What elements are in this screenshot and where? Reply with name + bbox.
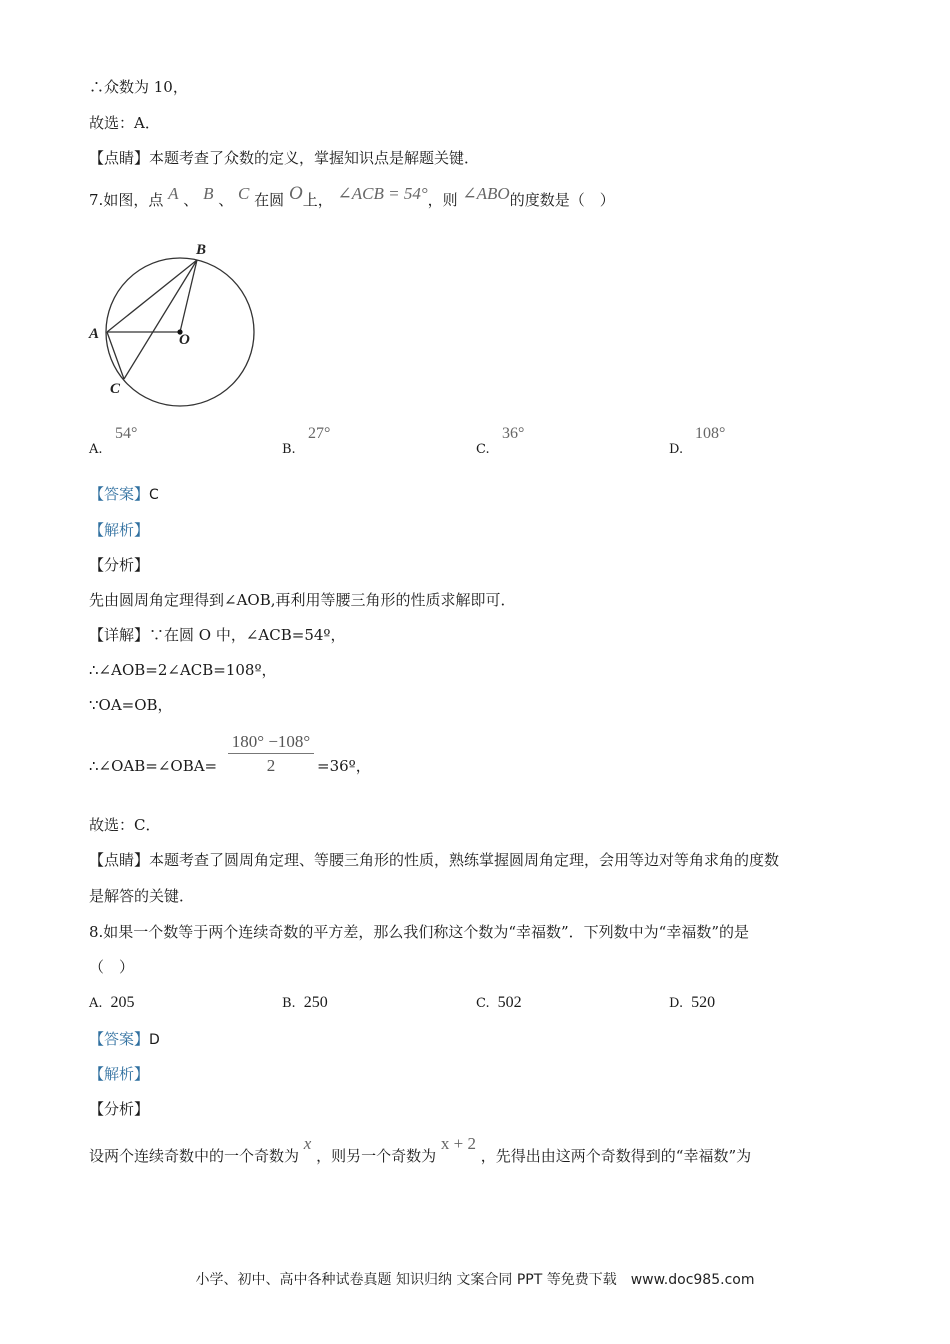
q7-fenxi-tag: 【分析】 — [89, 556, 150, 574]
option-label: A. — [89, 442, 103, 457]
option-label: B. — [282, 442, 296, 457]
q7-step3: ∵OA=OB， — [89, 696, 173, 714]
option-label: D. — [669, 996, 684, 1011]
q8-jiexi-tag: 【解析】 — [89, 1065, 150, 1083]
analysis-text: ，先得出由这两个奇数得到的“幸福数”为 — [480, 1147, 752, 1165]
option-value: 27° — [308, 425, 331, 442]
q7-stem — [89, 183, 615, 210]
q7-step4-pre: ∴∠OAB=∠OBA= — [89, 757, 218, 775]
q8-option-d[interactable] — [669, 993, 715, 1012]
point-c-label: C — [238, 184, 250, 203]
stem-text: ，则 — [427, 191, 458, 209]
q7-dianjing — [89, 850, 779, 870]
fraction-numerator: 180° −108° — [231, 732, 311, 751]
segment-cb — [124, 260, 197, 379]
option-label: A. — [89, 996, 103, 1011]
q7-dianjing-cont: 是解答的关键． — [89, 887, 195, 905]
option-value: 502 — [497, 994, 522, 1011]
xiangjie-tag: 【详解】 — [89, 626, 150, 644]
q8-option-b[interactable] — [282, 993, 328, 1012]
option-label: B. — [282, 996, 296, 1011]
q8-stem-blank: （ ） — [89, 958, 135, 976]
q6-choice: 故选：A． — [89, 114, 160, 132]
var-x-plus-2: x + 2 — [440, 1134, 477, 1153]
answer-value: D — [149, 1032, 160, 1048]
q6-conclusion: ∴众数为 10， — [89, 78, 188, 96]
stem-text: 如图，点 — [103, 191, 164, 209]
option-value: 250 — [303, 994, 328, 1011]
q7-choice: 故选：C． — [89, 816, 161, 834]
circle-figure — [86, 236, 266, 416]
fraction — [228, 732, 314, 776]
q7-answer — [89, 484, 159, 505]
q8-option-a[interactable] — [89, 993, 135, 1012]
q7-jiexi-tag: 【解析】 — [89, 521, 150, 539]
label-a: A — [89, 326, 100, 342]
segment-ab — [107, 260, 197, 332]
label-c: C — [110, 381, 121, 397]
dianjing-text: 本题考查了众数的定义，掌握知识点是解题关键． — [149, 149, 480, 167]
given-angle: ∠ACB = 54° — [337, 184, 428, 203]
q7-xiangjie — [89, 625, 345, 645]
point-a-label: A — [168, 184, 179, 203]
fraction-denominator: 2 — [266, 756, 276, 775]
fraction-bar — [228, 753, 314, 754]
analysis-text: ，则另一个奇数为 — [316, 1147, 437, 1165]
option-value: 54° — [115, 425, 138, 442]
stem-text: 的度数是（ ） — [509, 191, 615, 209]
q8-answer — [89, 1029, 160, 1050]
label-o: O — [179, 332, 190, 348]
page-footer: 小学、初中、高中各种试卷真题 知识归纳 文案合同 PPT 等免费下载 www.doc985.com — [195, 1272, 755, 1288]
label-b: B — [196, 242, 207, 258]
q6-dianjing — [89, 148, 479, 168]
option-label: C. — [476, 442, 490, 457]
analysis-text: 设两个连续奇数中的一个奇数为 — [89, 1147, 300, 1165]
stem-text: 上， — [302, 191, 333, 209]
q7-step4-post: =36º， — [317, 757, 371, 775]
option-value: 520 — [691, 994, 716, 1011]
answer-value: C — [149, 487, 159, 503]
option-label: D. — [669, 442, 684, 457]
q8-analysis-line — [89, 1134, 752, 1166]
dianjing-text: 本题考查了圆周角定理、等腰三角形的性质，熟练掌握圆周角定理，会用等边对等角求角的度数 — [149, 851, 780, 869]
separator: 、 — [218, 191, 234, 209]
option-label: C. — [476, 996, 490, 1011]
option-value: 205 — [110, 994, 135, 1011]
separator: 、 — [183, 191, 199, 209]
stem-text: 在圆 — [254, 191, 285, 209]
option-value: 36° — [502, 425, 525, 442]
option-value: 108° — [695, 425, 726, 442]
q7-step2: ∴∠AOB=2∠ACB=108º， — [89, 661, 277, 679]
var-x: x — [303, 1134, 312, 1153]
dianjing-tag: 【点睛】 — [89, 851, 150, 869]
q8-fenxi-tag: 【分析】 — [89, 1100, 150, 1118]
dianjing-tag: 【点睛】 — [89, 149, 150, 167]
xiangjie-text: ∵在圆 O 中，∠ACB=54º， — [149, 626, 346, 644]
question-number: 7. — [89, 191, 104, 209]
point-b-label: B — [203, 184, 214, 203]
q7-fenxi-text: 先由圆周角定理得到∠AOB,再利用等腰三角形的性质求解即可． — [89, 591, 516, 609]
answer-tag: 【答案】 — [89, 485, 150, 503]
target-angle: ∠ABO — [462, 184, 510, 203]
q8-option-c[interactable] — [476, 993, 522, 1012]
answer-tag: 【答案】 — [89, 1030, 150, 1048]
q8-stem: 8.如果一个数等于两个连续奇数的平方差，那么我们称这个数为“幸福数”．下列数中为“幸福数”的是 — [89, 923, 749, 941]
point-o-label: O — [288, 183, 303, 204]
